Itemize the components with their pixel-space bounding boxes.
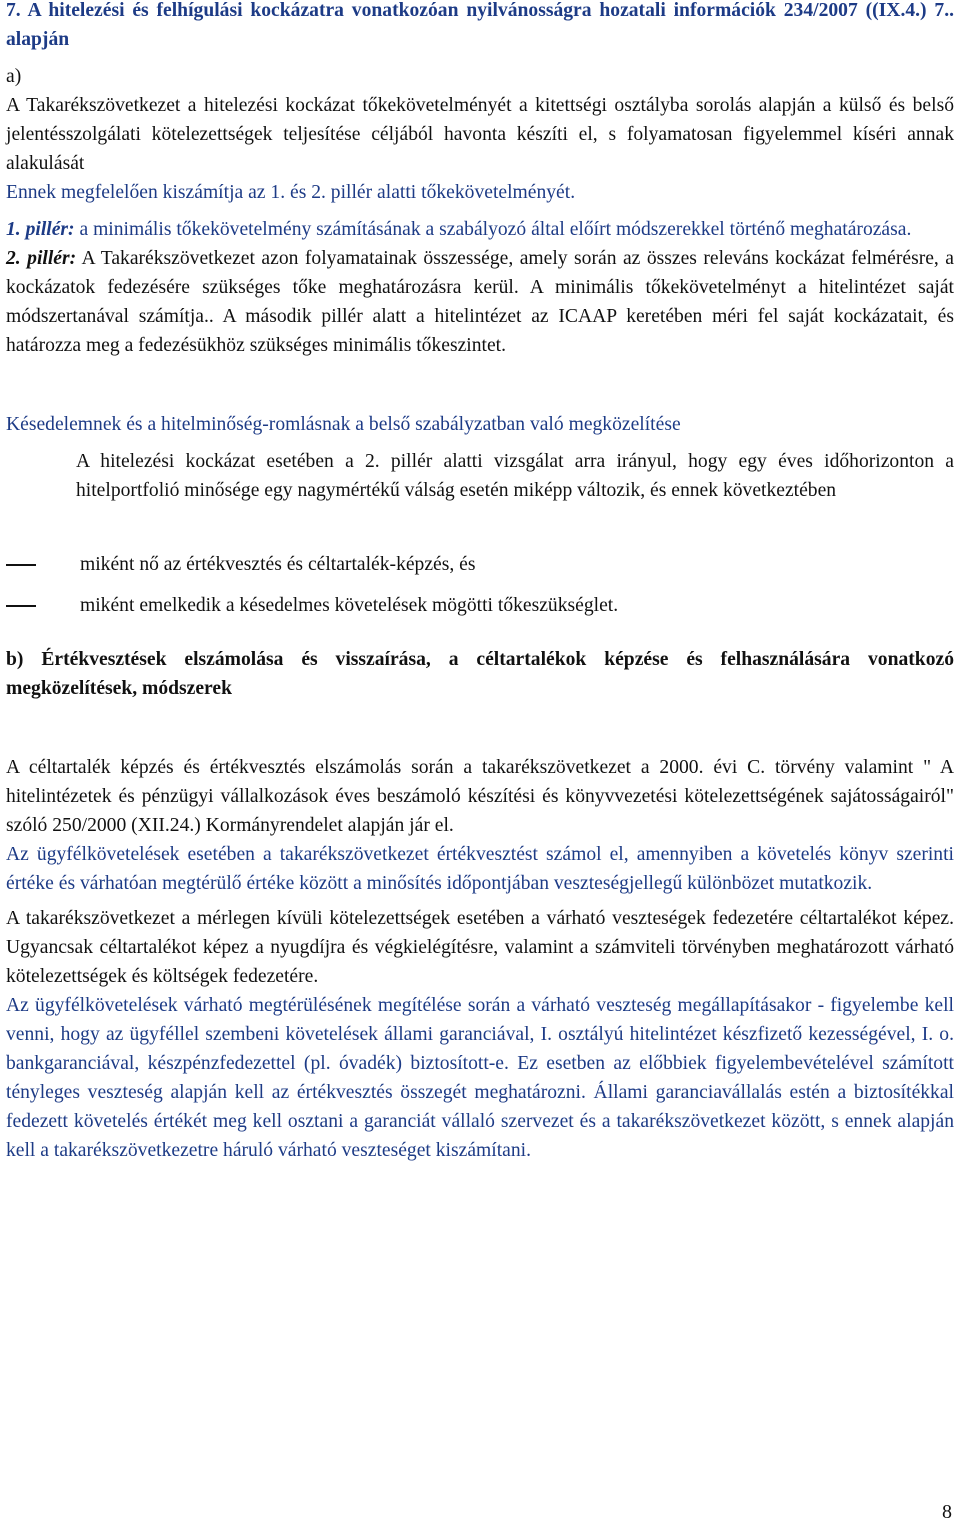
- document-page: [6, 0, 954, 1165]
- pillar-1-text: a minimális tőkekövetelmény számításának a szabályozó által előírt módszerekkel történő meghatározása.: [74, 219, 912, 240]
- list-item: [6, 591, 954, 620]
- pillar-2-text: A Takarékszövetkezet azon folyamatainak összessége, amely során az összes releváns kockázat felmérésre, a kockázatok fedezésére szükséges tőke meghatározásra kerül. A minimális tőkekövetelményt a hitelintézet saját módszertanával számítja.. A második pillér alatt a hitelintézet az ICAAP keretében méri fel saját kockázatait, és határozza meg a fedezésükhöz szükséges minimális tőkeszintet.: [6, 248, 954, 356]
- page-number: 8: [942, 1501, 952, 1523]
- section-heading: 7. A hitelezési és felhígulási kockázatra vonatkozóan nyilvánosságra hozatali információk 234/2007 ((IX.4.) 7.. alapján: [6, 0, 954, 50]
- pillar-2-paragraph: [6, 244, 954, 360]
- dash-bullet-icon: [6, 564, 36, 566]
- pillar-2-label: 2. pillér:: [6, 248, 77, 269]
- part-a-calc: Ennek megfelelően kiszámítja az 1. és 2. pillér alatti tőkekövetelményét.: [6, 182, 576, 203]
- part-b-paragraph-3: A takarékszövetkezet a mérlegen kívüli kötelezettségek esetében a várható veszteségek fedezetére céltartalékot képez. Ugyancsak céltartalékot képez a nyugdíjra és végkielégítésre, valamint a számviteli törvényben meghatározott várható kötelezettségek és költségek fedezetére.: [6, 908, 954, 987]
- part-a-marker: a): [6, 66, 22, 87]
- late-payment-intro: A hitelezési kockázat esetében a 2. pillér alatti vizsgálat arra irányul, hogy egy éves időhorizonton a hitelportfolió minősége egy nagymértékű válság esetén miképp változik, és ennek következtében: [76, 451, 954, 501]
- part-b-paragraph-2: Az ügyfélkövetelések esetében a takarékszövetkezet értékvesztést számol el, amennyiben a követelés könyv szerinti értéke és várhatóan megtérülő értéke között a minősítés időpontjában veszteségjellegű különbözet mutatkozik.: [6, 844, 954, 894]
- list-item-text: miként nő az értékvesztés és céltartalék-képzés, és: [80, 554, 476, 575]
- pillar-1-label: 1. pillér:: [6, 219, 75, 240]
- part-b-paragraph-4: Az ügyfélkövetelések várható megtérülésének megítélése során a várható veszteség megállapításakor - figyelembe kell venni, hogy az ügyféllel szembeni követelések állami garanciával, I. osztályú hitelintézet készfizető kezességével, I. o. bankgaranciával, készpénzfedezettel (pl. óvadék) biztosított-e. Ez esetben az előbbiek figyelembevételével számított tényleges veszteség alapján kell az értékvesztés összegét meghatározni. Állami garanciavállalás estén a biztosítékkal fedezett követelés értékét meg kell osztani a garanciát vállaló szervezet és a takarékszövetkezet között, s ennek alapján kell a takarékszövetkezetre háruló várható veszteséget kiszámítani.: [6, 995, 954, 1161]
- part-b-heading: b) Értékvesztések elszámolása és visszaírása, a céltartalékok képzése és felhasználására vonatkozó megközelítések, módszerek: [6, 649, 954, 699]
- pillar-1-paragraph: [6, 215, 954, 244]
- dash-bullet-icon: [6, 605, 36, 607]
- list-item-text: miként emelkedik a késedelmes követelések mögötti tőkeszükséglet.: [80, 595, 619, 616]
- part-a-intro: A Takarékszövetkezet a hitelezési kockázat tőkekövetelményét a kitettségi osztályba sorolás alapján a külső és belső jelentésszolgálati kötelezettségek teljesítése céljából havonta készíti el, s folyamatosan figyelemmel kíséri annak alakulását: [6, 95, 954, 174]
- part-b-paragraph-1: A céltartalék képzés és értékvesztés elszámolás során a takarékszövetkezet a 2000. évi C. törvény valamint " A hitelintézetek és pénzügyi vállalkozások éves beszámoló készítési és könyvvezetési kötelezettségének sajátosságairól" szóló 250/2000 (XII.24.) Kormányrendelet alapján jár el.: [6, 757, 954, 836]
- list-item: [6, 550, 954, 579]
- late-payment-heading: Késedelemnek és a hitelminőség-romlásnak a belső szabályzatban való megközelítése: [6, 414, 681, 435]
